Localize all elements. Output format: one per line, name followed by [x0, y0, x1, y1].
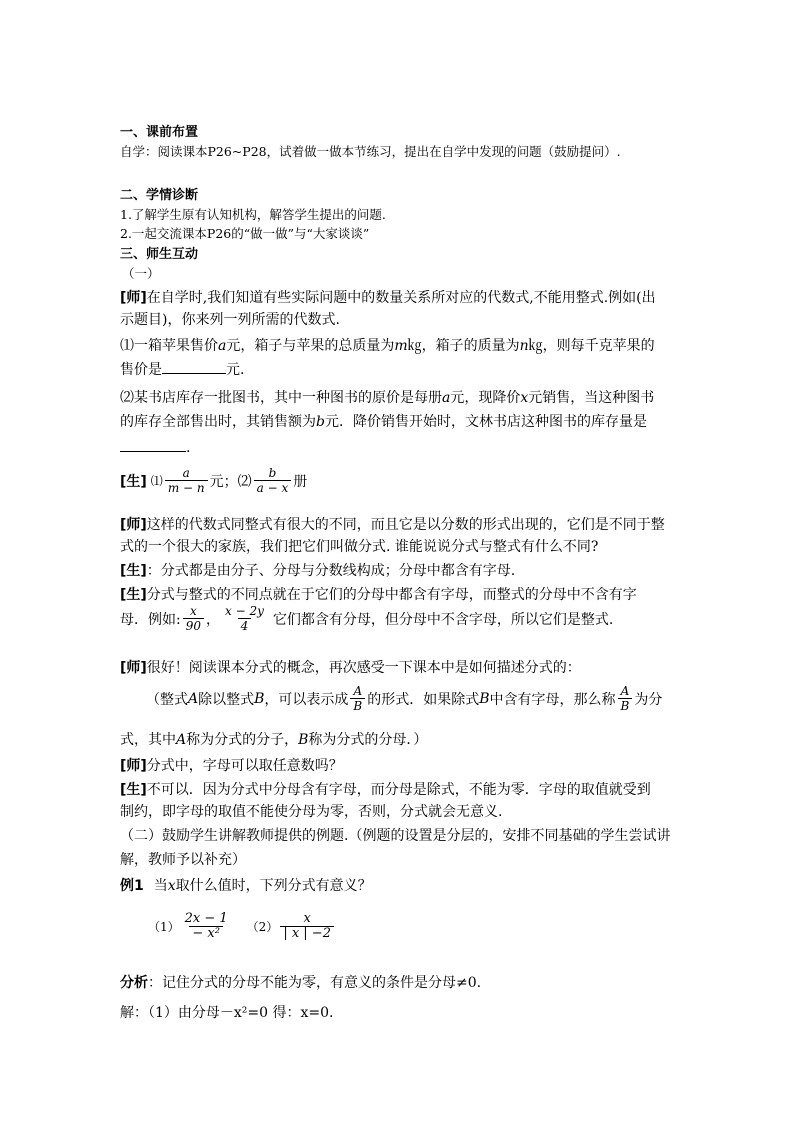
question-2a: ⑵某书店库存一批图书，其中一种图书的原价是每册a元，现降价x元销售，当这种图书 [120, 390, 655, 406]
diagnosis-line-1: 1.了解学生原有认知机构，解答学生提出的问题. [120, 207, 386, 222]
solution-line: 解：（1）由分母－x²=0 得：x=0. [120, 1005, 334, 1021]
analysis-line: 分析：记住分式的分母不能为零，有意义的条件是分母≠0. [120, 975, 482, 991]
problem-2-fraction: $\frac{x}{| x | -2}$ [280, 912, 334, 941]
student-paragraph-2: [生]：分式都是由分子、分母与分数线构成；分母中都含有字母. [120, 563, 516, 579]
fraction-example-1: $\frac{x}{90}$ [183, 604, 204, 633]
student-paragraph-3b: 母．例如: $\frac{x}{90}$ ， $\frac{x - 2y}{4}$ 它们都含有分母，但分母中不含字母，所以它们是整式. [120, 604, 614, 633]
part-two-b: 解，教师予以补充） [120, 852, 246, 868]
section-title-1: 一、课前布置 [120, 125, 199, 140]
teacher-tag: [师] [120, 290, 147, 306]
question-2c: . [120, 437, 190, 456]
self-study-line: 自学：阅读课本P26~P28，试着做一做本节练习，提出在自学中发现的问题（鼓励提问）. [120, 144, 621, 159]
part-one-label: （一） [122, 266, 160, 281]
problem-1-fraction: $\frac{2x - 1}{\text{− x²}}$ [184, 911, 228, 941]
fraction-a-over-b: $\frac{A}{B}$ [350, 684, 365, 713]
example-1-problems: （1） $\frac{2x - 1}{\text{− x²}}$ （2） $\frac{x}{| x | -2}$ [148, 912, 336, 941]
teacher-paragraph-3: [师]很好！阅读课本分式的概念，再次感受一下课本中是如何描述分式的： [120, 660, 581, 676]
student-answer-1: [生] ⑴ $\frac{a}{m - n}$ 元；⑵ $\frac{b}{a - x}$ 册 [120, 466, 308, 495]
student-paragraph-4a: [生]不可以．因为分式中分母含有字母，而分母是除式，不能为零．字母的取值就受到 [120, 782, 651, 798]
student-paragraph-3a: [生]分式与整式的不同点就在于它们的分母中都含有字母，而整式的分母中不含有字 [120, 587, 637, 603]
question-1a: ⑴一箱苹果售价a元，箱子与苹果的总质量为m㎏，箱子的质量为n㎏，则每千克苹果的 [120, 338, 655, 354]
definition-line-1: （整式 A 除以整式 B ，可以表示成 $\frac{A}{B}$ 的形式．如果除式 B 中含有字母，那么称 $\frac{A}{B}$ 为分 [146, 684, 663, 713]
answer-blank-2 [120, 437, 186, 452]
teacher-paragraph-4: [师]分式中，字母可以取任意数吗？ [120, 758, 343, 774]
part-two-a: （二）鼓励学生讲解教师提供的例题.（例题的设置是分层的，安排不同基础的学生尝试讲 [120, 828, 671, 844]
section-title-2: 二、学情诊断 [120, 188, 199, 203]
student-paragraph-4b: 制约，即字母的取值不能使分母为零，否则，分式就会无意义. [120, 804, 503, 820]
definition-line-2: 式，其中A称为分式的分子，B称为分式的分母．） [120, 732, 428, 748]
fraction-a-over-b-2: $\frac{A}{B}$ [618, 684, 633, 713]
question-1b: 售价是 元. [120, 359, 244, 379]
teacher-paragraph-1b: 示题目)，你来列一列所需的代数式. [120, 312, 340, 328]
answer-blank-1 [162, 359, 226, 374]
teacher-paragraph-2a: [师]这样的代数式同整式有很大的不同，而且它是以分数的形式出现的，它们是不同于整 [120, 517, 665, 533]
student-tag: [生] [120, 473, 147, 490]
fraction-answer-2: $\frac{b}{a - x}$ [254, 466, 292, 495]
teacher-paragraph-1a: [师]在自学时,我们知道有些实际问题中的数量关系所对应的代数式,不能用整式.例如(出 [120, 290, 656, 306]
example-1-title: 例1 当x取什么值时，下列分式有意义？ [120, 878, 372, 894]
fraction-example-2: $\frac{x - 2y}{4}$ [225, 604, 264, 633]
fraction-answer-1: $\frac{a}{m - n}$ [165, 466, 208, 495]
section-title-3: 三、师生互动 [120, 247, 199, 262]
teacher-paragraph-2b: 式的一个很大的家族，我们把它们叫做分式. 谁能说说分式与整式有什么不同? [120, 539, 599, 555]
diagnosis-line-2: 2.一起交流课本P26的“做一做”与“大家谈谈” [120, 226, 370, 241]
question-2b: 的库存全部售出时，其销售额为b元．降价销售开始时，文林书店这种图书的库存量是 [120, 414, 647, 430]
